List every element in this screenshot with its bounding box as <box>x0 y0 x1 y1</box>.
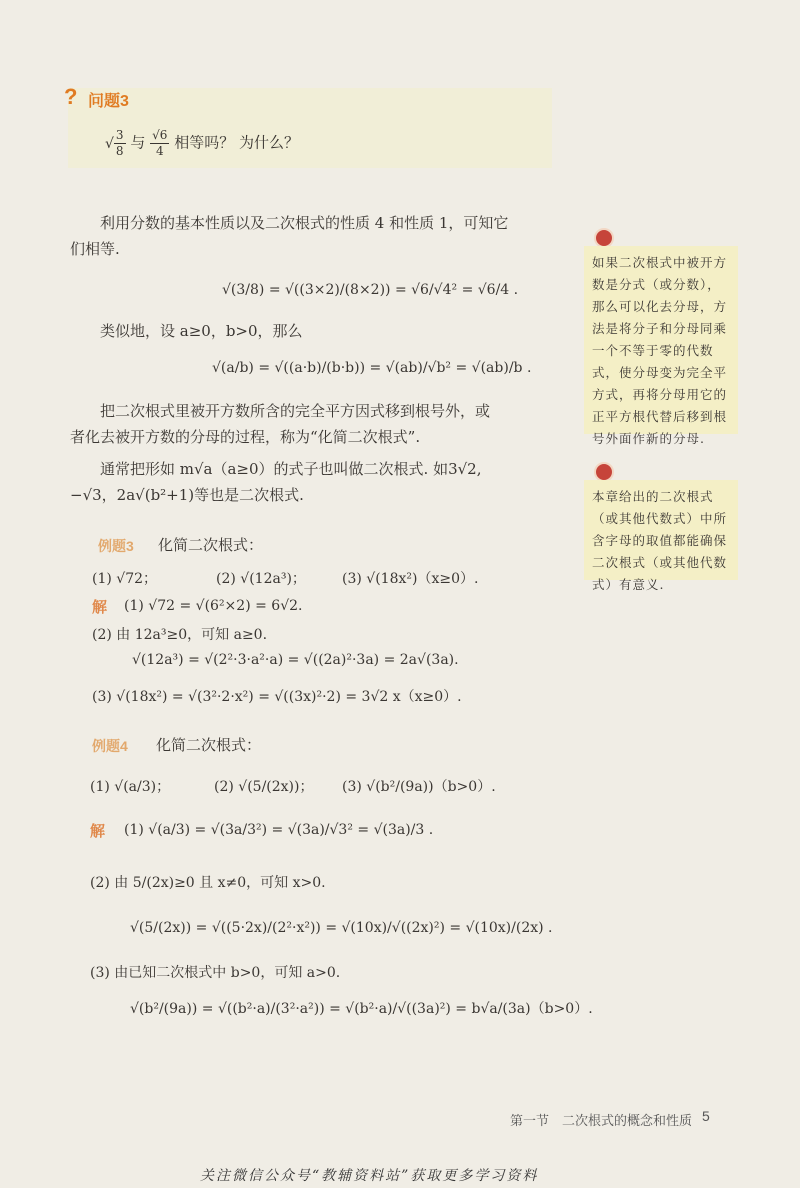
example3-s2b: √(12a³) = √(2²·3·a²·a) = √((2a)²·3a) = 2a√(3a). <box>132 652 459 668</box>
note-icon <box>594 228 614 248</box>
question-icon: ? <box>64 84 78 109</box>
example4-s3b: √(b²/(9a)) = √((b²·a)/(3²·a²)) = √(b²·a)/√((3a)²) = b√a/(3a)（b>0）. <box>130 1001 593 1017</box>
note-icon <box>594 462 614 482</box>
fraction-sqrt6-4: $\frac{√6}{4}$ <box>152 128 168 158</box>
also-radical-line-2: −√3，2a√(b²+1)等也是二次根式. <box>70 486 304 504</box>
example4-s3a: (3) 由已知二次根式中 b>0，可知 a>0. <box>90 965 341 981</box>
footer-chapter: 二次根式的概念和性质 <box>562 1113 693 1128</box>
example3-label: 例题3 <box>98 538 134 554</box>
example4-q3: (3) √(b²/(9a))（b>0）. <box>342 779 496 795</box>
similar-line: 类似地，设 a≥0，b>0，那么 <box>100 322 303 340</box>
example4-s2a: (2) 由 5/(2x)≥0 且 x≠0，可知 x>0. <box>90 875 326 891</box>
problem-question: √ $\frac{3}{8}$ 与 $\frac{√6}{4}$ 相等吗？ 为什么？ <box>105 128 299 158</box>
intro-line-2: 们相等. <box>70 240 120 258</box>
bottom-watermark-text: 关注微信公众号“教辅资料站”获取更多学习资料 <box>200 1168 539 1184</box>
problem-label: 问题3 <box>88 93 129 110</box>
example3-s2a: (2) 由 12a³≥0，可知 a≥0. <box>92 627 268 643</box>
example4-s1: (1) √(a/3) = √(3a/3²) = √(3a)/√3² = √(3a)/3 . <box>124 822 434 838</box>
problem-question-suffix: 相等吗？ 为什么？ <box>174 133 299 152</box>
intro-line-1: 利用分数的基本性质以及二次根式的性质 4 和性质 1，可知它 <box>100 214 509 232</box>
example3-s3: (3) √(18x²) = √(3²·2·x²) = √((3x)²·2) = 3√2 x（x≥0）. <box>92 689 462 705</box>
example3-s1: (1) √72 = √(6²×2) = 6√2. <box>124 598 303 614</box>
definition-line-2: 者化去被开方数的分母的过程，称为“化简二次根式”. <box>70 428 421 446</box>
side-note-2: 本章给出的二次根式（或其他代数式）中所含字母的取值都能确保二次根式（或其他代数式）有意义. <box>584 480 738 580</box>
example3-title: 化简二次根式： <box>158 536 264 554</box>
example4-solution-label: 解 <box>90 823 106 840</box>
example4-title: 化简二次根式： <box>156 736 262 754</box>
example4-label: 例题4 <box>92 738 128 754</box>
footer-section: 第一节 <box>510 1113 550 1128</box>
equation-1: √(3/8) = √((3×2)/(8×2)) = √6/√4² = √6/4 . <box>222 282 519 298</box>
equation-2: √(a/b) = √((a·b)/(b·b)) = √(ab)/√b² = √(ab)/b . <box>212 360 532 376</box>
side-note-1: 如果二次根式中被开方数是分式（或分数），那么可以化去分母，方法是将分子和分母同乘一个不等于零的代数式，使分母变为完全平方式，再将分母用它的正平方根代替后移到根号外面作新的分母. <box>584 246 738 434</box>
fraction-sqrt3-8: √ $\frac{3}{8}$ <box>105 128 124 158</box>
example4-q1: (1) √(a/3)； <box>90 779 171 795</box>
example3-q3: (3) √(18x²)（x≥0）. <box>342 571 479 587</box>
example3-q2: (2) √(12a³)； <box>216 571 306 587</box>
example3-q1: (1) √72； <box>92 571 158 587</box>
also-radical-line-1: 通常把形如 m√a（a≥0）的式子也叫做二次根式. 如3√2, <box>100 460 482 478</box>
page-number: 5 <box>702 1108 710 1124</box>
example4-q2: (2) √(5/(2x))； <box>214 779 314 795</box>
definition-line-1: 把二次根式里被开方数所含的完全平方因式移到根号外，或 <box>100 402 491 420</box>
example3-solution-label: 解 <box>92 599 108 616</box>
example4-s2b: √(5/(2x)) = √((5·2x)/(2²·x²)) = √(10x)/√((2x)²) = √(10x)/(2x) . <box>130 920 553 936</box>
